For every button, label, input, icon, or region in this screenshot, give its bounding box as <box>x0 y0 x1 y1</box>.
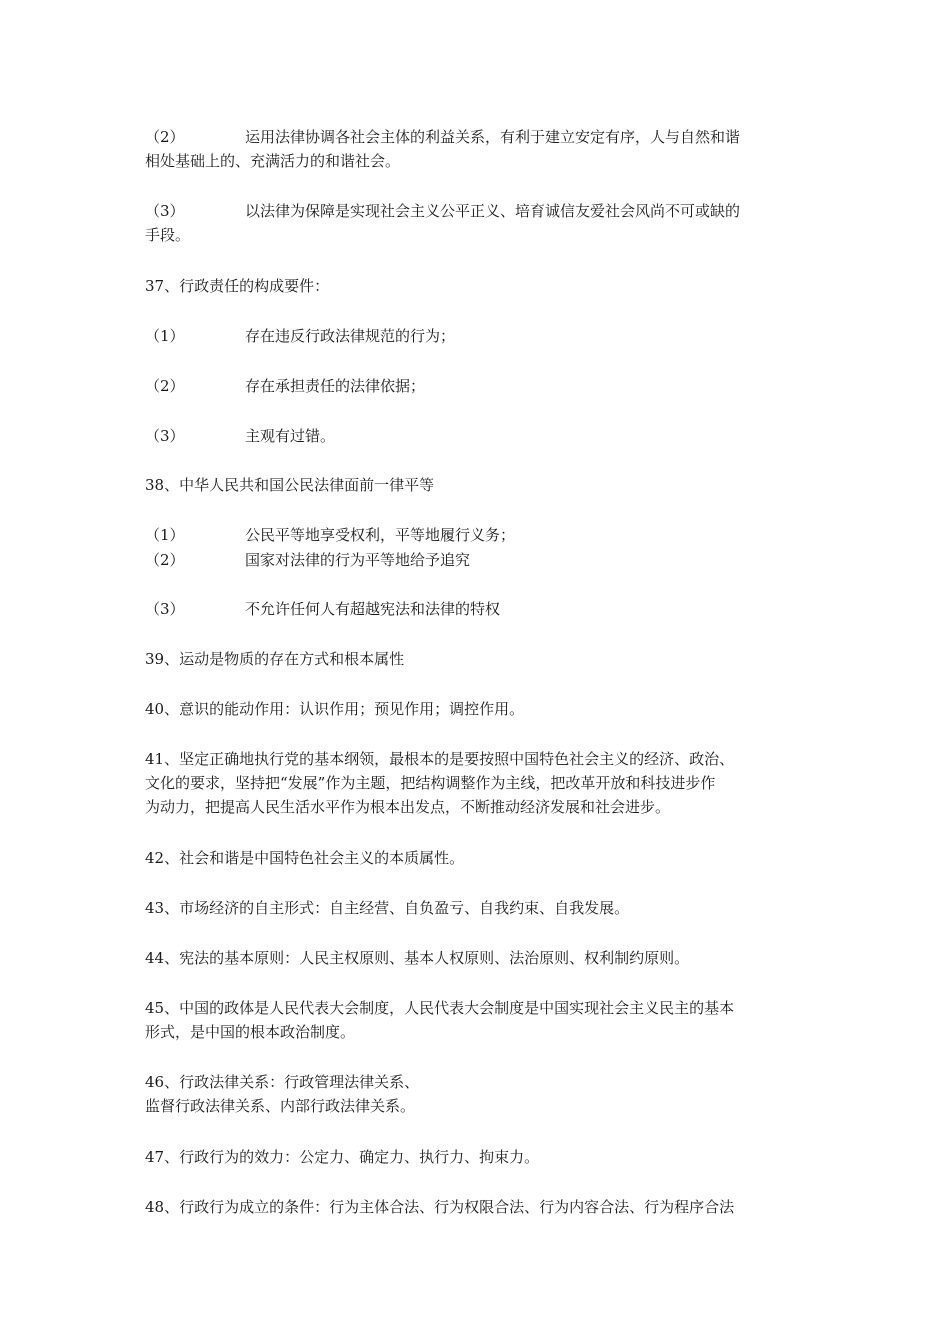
list-item <box>145 548 810 572</box>
item-number: （2） <box>145 377 185 395</box>
item-text: 国家对法律的行为平等地给予追究 <box>245 551 471 569</box>
item-text: 以法律为保障是实现社会主义公平正义、培育诚信友爱社会风尚不可或缺的 <box>245 202 741 220</box>
paragraph-41 <box>145 747 810 819</box>
paragraph-line: 45、中国的政体是人民代表大会制度，人民代表大会制度是中国实现社会主义民主的基本 <box>145 999 735 1017</box>
item-text-continuation: 手段。 <box>145 226 191 244</box>
item-text: 存在违反行政法律规范的行为； <box>245 327 456 345</box>
list-item <box>145 597 810 621</box>
item-number: （3） <box>145 202 185 220</box>
list-item <box>145 523 810 547</box>
item-text: 主观有过错。 <box>245 427 336 445</box>
list-item <box>145 324 810 348</box>
item-number: （1） <box>145 526 185 544</box>
item-text: 存在承担责任的法律依据； <box>245 377 426 395</box>
paragraph-37-heading: 37、行政责任的构成要件： <box>145 277 330 295</box>
paragraph-line: 46、行政法律关系：行政管理法律关系、 <box>145 1073 420 1091</box>
item-text-continuation: 相处基础上的、充满活力的和谐社会。 <box>145 152 401 170</box>
item-number: （2） <box>145 128 185 146</box>
paragraph-42: 42、社会和谐是中国特色社会主义的本质属性。 <box>145 849 465 867</box>
paragraph-43: 43、市场经济的自主形式：自主经营、自负盈亏、自我约束、自我发展。 <box>145 899 630 917</box>
item-text: 不允许任何人有超越宪法和法律的特权 <box>245 600 501 618</box>
paragraph-line: 文化的要求，坚持把“发展”作为主题，把结构调整作为主线，把改革开放和科技进步作 <box>145 774 716 792</box>
list-item <box>145 374 810 398</box>
paragraph-40: 40、意识的能动作用：认识作用；预见作用；调控作用。 <box>145 700 525 718</box>
item-2-paragraph <box>145 125 810 173</box>
paragraph-39: 39、运动是物质的存在方式和根本属性 <box>145 650 405 668</box>
paragraph-48: 48、行政行为成立的条件：行为主体合法、行为权限合法、行为内容合法、行为程序合法 <box>145 1198 735 1216</box>
item-3-paragraph <box>145 199 810 247</box>
paragraph-line: 形式，是中国的根本政治制度。 <box>145 1023 356 1041</box>
paragraph-line: 41、坚定正确地执行党的基本纲领，最根本的是要按照中国特色社会主义的经济、政治、 <box>145 750 735 768</box>
paragraph-line: 为动力，把提高人民生活水平作为根本出发点，不断推动经济发展和社会进步。 <box>145 798 671 816</box>
item-number: （2） <box>145 551 185 569</box>
paragraph-line: 监督行政法律关系、内部行政法律关系。 <box>145 1097 416 1115</box>
item-text: 运用法律协调各社会主体的利益关系，有利于建立安定有序，人与自然和谐 <box>245 128 741 146</box>
paragraph-45 <box>145 996 810 1044</box>
paragraph-47: 47、行政行为的效力：公定力、确定力、执行力、拘束力。 <box>145 1148 540 1166</box>
list-item <box>145 424 810 448</box>
item-text: 公民平等地享受权利，平等地履行义务； <box>245 526 516 544</box>
item-number: （1） <box>145 327 185 345</box>
paragraph-46 <box>145 1070 810 1118</box>
item-number: （3） <box>145 600 185 618</box>
item-number: （3） <box>145 427 185 445</box>
paragraph-44: 44、宪法的基本原则：人民主权原则、基本人权原则、法治原则、权利制约原则。 <box>145 949 690 967</box>
paragraph-38-heading: 38、中华人民共和国公民法律面前一律平等 <box>145 476 435 494</box>
